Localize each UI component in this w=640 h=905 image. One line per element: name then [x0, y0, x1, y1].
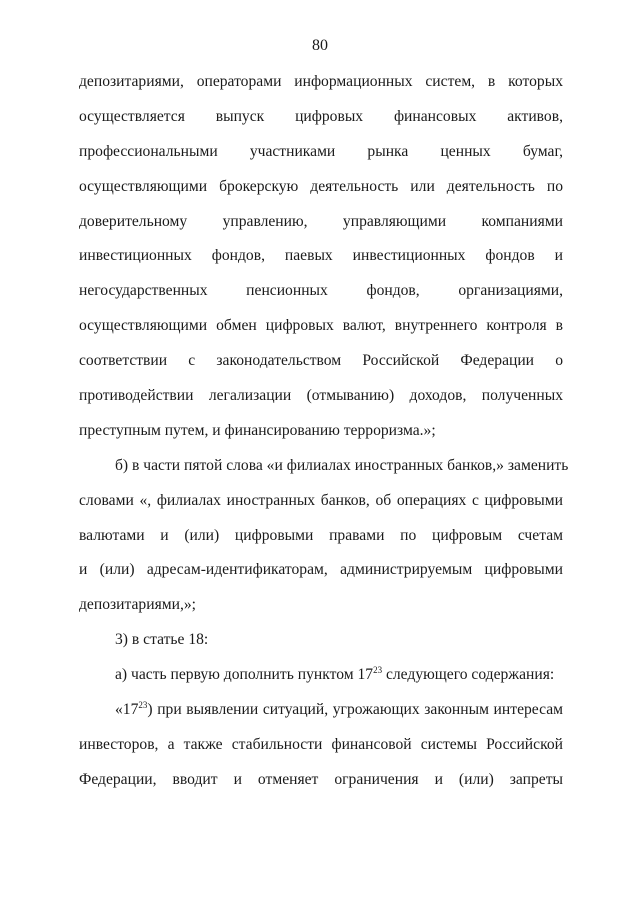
text-line-content: б) в части пятой слова «и филиалах иностранных банков,» заменить: [115, 456, 569, 474]
text-line-continuation: ) при выявлении ситуаций, угрожающих законным интересам: [147, 701, 563, 719]
text-line: [79, 344, 563, 379]
text-line-content: а) часть первую дополнить пунктом 17: [115, 666, 374, 684]
text-line-content: 3) в статье 18:: [115, 631, 209, 649]
text-line: [79, 309, 563, 344]
text-line: [79, 553, 563, 588]
text-line: [79, 65, 563, 100]
text-line-content: депозитариями,»;: [79, 596, 196, 614]
text-line-content: осуществляющими обмен цифровых валют, внутреннего контроля в: [79, 317, 563, 335]
text-line: [79, 100, 563, 135]
text-line-content: валютами и (или) цифровыми правами по цифровым счетам: [79, 526, 563, 544]
text-line: [79, 205, 563, 240]
text-line: [79, 449, 569, 484]
text-line-content: «17: [115, 701, 139, 719]
text-line: [79, 484, 563, 519]
text-line-content: и (или) адресам-идентификаторам, администрируемым цифровыми: [79, 561, 563, 579]
document-body: [79, 65, 569, 798]
text-line: [79, 693, 563, 728]
text-line: [79, 170, 563, 205]
text-line-content: осуществляется выпуск цифровых финансовых активов,: [79, 107, 563, 125]
text-line-content: инвесторов, а также стабильности финансовой системы Российской: [79, 735, 563, 753]
text-line-content: инвестиционных фондов, паевых инвестиционных фондов и: [79, 247, 563, 265]
page-number: 80: [312, 37, 328, 54]
superscript: 23: [138, 699, 148, 710]
text-line-content: преступным путем, и финансированию терроризма.»;: [79, 421, 436, 439]
text-line-content: Федерации, вводит и отменяет ограничения и (или) запреты: [79, 770, 563, 788]
text-line-content: словами «, филиалах иностранных банков, об операциях с цифровыми: [79, 491, 563, 509]
text-line: [79, 763, 563, 798]
text-line-continuation: следующего содержания:: [382, 666, 555, 684]
text-line-content: негосударственных пенсионных фондов, организациями,: [79, 282, 563, 300]
text-line: [79, 379, 563, 414]
superscript: 23: [373, 664, 383, 675]
text-line: [79, 239, 563, 274]
text-line-content: профессиональными участниками рынка ценных бумаг,: [79, 142, 563, 160]
text-line-content: противодействии легализации (отмыванию) доходов, полученных: [79, 387, 563, 405]
text-line: [79, 414, 563, 449]
text-line: [79, 274, 563, 309]
text-line: [79, 135, 563, 170]
text-line: [79, 623, 563, 658]
text-line-content: соответствии с законодательством Российской Федерации о: [79, 352, 563, 370]
text-line: [79, 728, 563, 763]
text-line-content: доверительному управлению, управляющими компаниями: [79, 212, 563, 230]
text-line: [79, 519, 563, 554]
text-line-content: депозитариями, операторами информационных систем, в которых: [79, 73, 563, 90]
text-line-content: осуществляющими брокерскую деятельность или деятельность по: [79, 177, 563, 195]
text-line: [79, 588, 563, 623]
text-line: [79, 658, 563, 693]
